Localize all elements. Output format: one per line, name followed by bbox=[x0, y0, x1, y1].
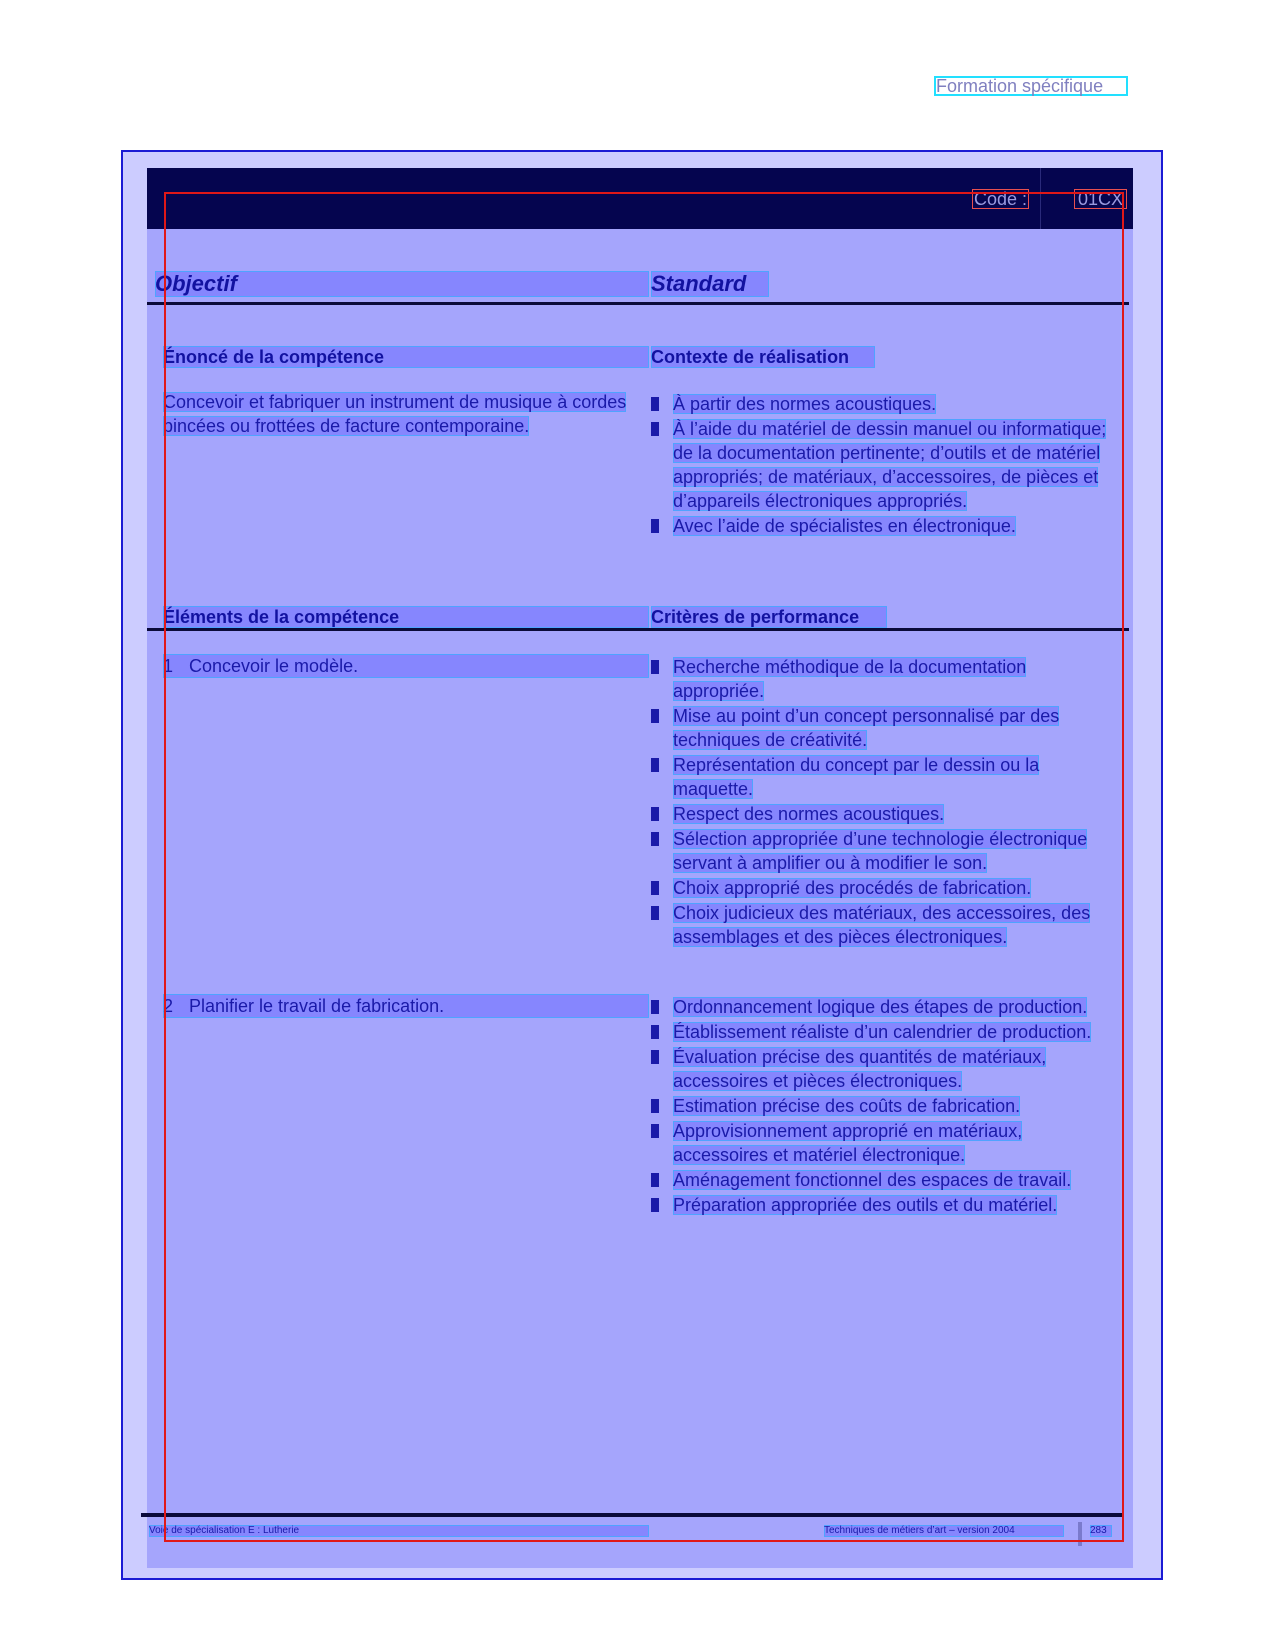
contexte-item bbox=[651, 392, 1111, 416]
element-text: Concevoir le modèle. bbox=[189, 656, 359, 676]
bullet-icon bbox=[651, 807, 659, 821]
criterion-item bbox=[651, 995, 1113, 1019]
bullet-icon bbox=[651, 519, 659, 533]
criterion-text: Ordonnancement logique des étapes de production. bbox=[673, 997, 1088, 1017]
criterion-item bbox=[651, 1168, 1113, 1192]
criterion-text: Estimation précise des coûts de fabrication. bbox=[673, 1096, 1021, 1116]
criterion-text: Approvisionnement approprié en matériaux, accessoires et matériel électronique. bbox=[673, 1121, 1023, 1165]
footer-right: Techniques de métiers d’art – version 2004 bbox=[824, 1525, 1064, 1537]
bullet-icon bbox=[651, 758, 659, 772]
criteres-title: Critères de performance bbox=[651, 606, 887, 628]
footer-left: Voie de spécialisation E : Lutherie bbox=[149, 1525, 649, 1537]
enonce-text bbox=[163, 390, 633, 438]
criterion-text: Évaluation précise des quantités de matériaux, accessoires et pièces électroniques. bbox=[673, 1047, 1047, 1091]
enonce-title: Énoncé de la compétence bbox=[163, 346, 649, 368]
contexte-item bbox=[651, 417, 1111, 513]
bullet-icon bbox=[651, 881, 659, 895]
element-text: Planifier le travail de fabrication. bbox=[189, 996, 445, 1016]
bullet-icon bbox=[651, 422, 659, 436]
criterion-item bbox=[651, 1020, 1113, 1044]
bullet-icon bbox=[651, 1000, 659, 1014]
code-band-divider bbox=[1040, 168, 1041, 229]
criterion-text: Respect des normes acoustiques. bbox=[673, 804, 945, 824]
contexte-item-text: À l’aide du matériel de dessin manuel ou informatique; de la documentation pertinente; d’outils et de matériel appropriés; de matériaux, d’accessoires, de pièces et d’appareils électroniques appropriés. bbox=[673, 419, 1107, 511]
enonce-text-content: Concevoir et fabriquer un instrument de musique à cordes pincées ou frottées de facture contemporaine. bbox=[163, 392, 627, 436]
elements-title: Éléments de la compétence bbox=[163, 606, 649, 628]
bullet-icon bbox=[651, 397, 659, 411]
criterion-text: Recherche méthodique de la documentation appropriée. bbox=[673, 657, 1027, 701]
criterion-text: Sélection appropriée d’une technologie électronique servant à amplifier ou à modifier le son. bbox=[673, 829, 1088, 873]
bullet-icon bbox=[651, 709, 659, 723]
element-number: 2 bbox=[163, 996, 174, 1016]
criterion-text: Choix approprié des procédés de fabrication. bbox=[673, 878, 1032, 898]
criterion-item bbox=[651, 802, 1113, 826]
section-label: Formation spécifique bbox=[934, 76, 1128, 96]
bullet-icon bbox=[651, 1025, 659, 1039]
criterion-text: Représentation du concept par le dessin ou la maquette. bbox=[673, 755, 1040, 799]
element-number: 1 bbox=[163, 656, 174, 676]
criterion-text: Aménagement fonctionnel des espaces de travail. bbox=[673, 1170, 1072, 1190]
criteria-list-2 bbox=[651, 995, 1113, 1218]
footer-rule bbox=[141, 1513, 1123, 1517]
contexte-item-text: À partir des normes acoustiques. bbox=[673, 394, 937, 414]
criterion-text: Établissement réaliste d’un calendrier de production. bbox=[673, 1022, 1092, 1042]
elements-rule bbox=[147, 628, 1129, 631]
criterion-item bbox=[651, 1045, 1113, 1093]
bullet-icon bbox=[651, 660, 659, 674]
heading-rule bbox=[147, 302, 1129, 305]
criterion-item bbox=[651, 1193, 1113, 1217]
criterion-text: Mise au point d’un concept personnalisé par des techniques de créativité. bbox=[673, 706, 1060, 750]
contexte-item bbox=[651, 514, 1111, 538]
page-number: 283 bbox=[1090, 1525, 1112, 1537]
bullet-icon bbox=[651, 1173, 659, 1187]
criterion-item bbox=[651, 1119, 1113, 1167]
criterion-item bbox=[651, 1094, 1113, 1118]
criterion-item bbox=[651, 901, 1113, 949]
contexte-item-text: Avec l’aide de spécialistes en électronique. bbox=[673, 516, 1016, 536]
contexte-title: Contexte de réalisation bbox=[651, 346, 875, 368]
code-label: Code : bbox=[974, 189, 1028, 209]
criterion-item bbox=[651, 827, 1113, 875]
footer-separator bbox=[1078, 1522, 1082, 1546]
criterion-item bbox=[651, 876, 1113, 900]
bullet-icon bbox=[651, 1050, 659, 1064]
code-value: 01CX bbox=[1074, 189, 1127, 209]
bullet-icon bbox=[651, 906, 659, 920]
criterion-text: Préparation appropriée des outils et du matériel. bbox=[673, 1195, 1058, 1215]
bullet-icon bbox=[651, 1124, 659, 1138]
standard-heading: Standard bbox=[651, 271, 769, 297]
criterion-text: Choix judicieux des matériaux, des accessoires, des assemblages et des pièces électroniques. bbox=[673, 903, 1091, 947]
bullet-icon bbox=[651, 1198, 659, 1212]
objectif-heading: Objectif bbox=[155, 271, 649, 297]
bullet-icon bbox=[651, 832, 659, 846]
criteria-list-1 bbox=[651, 655, 1113, 950]
criterion-item bbox=[651, 655, 1113, 703]
contexte-list bbox=[651, 392, 1111, 539]
element-1 bbox=[163, 654, 649, 678]
criterion-item bbox=[651, 704, 1113, 752]
bullet-icon bbox=[651, 1099, 659, 1113]
element-2 bbox=[163, 994, 649, 1018]
criterion-item bbox=[651, 753, 1113, 801]
